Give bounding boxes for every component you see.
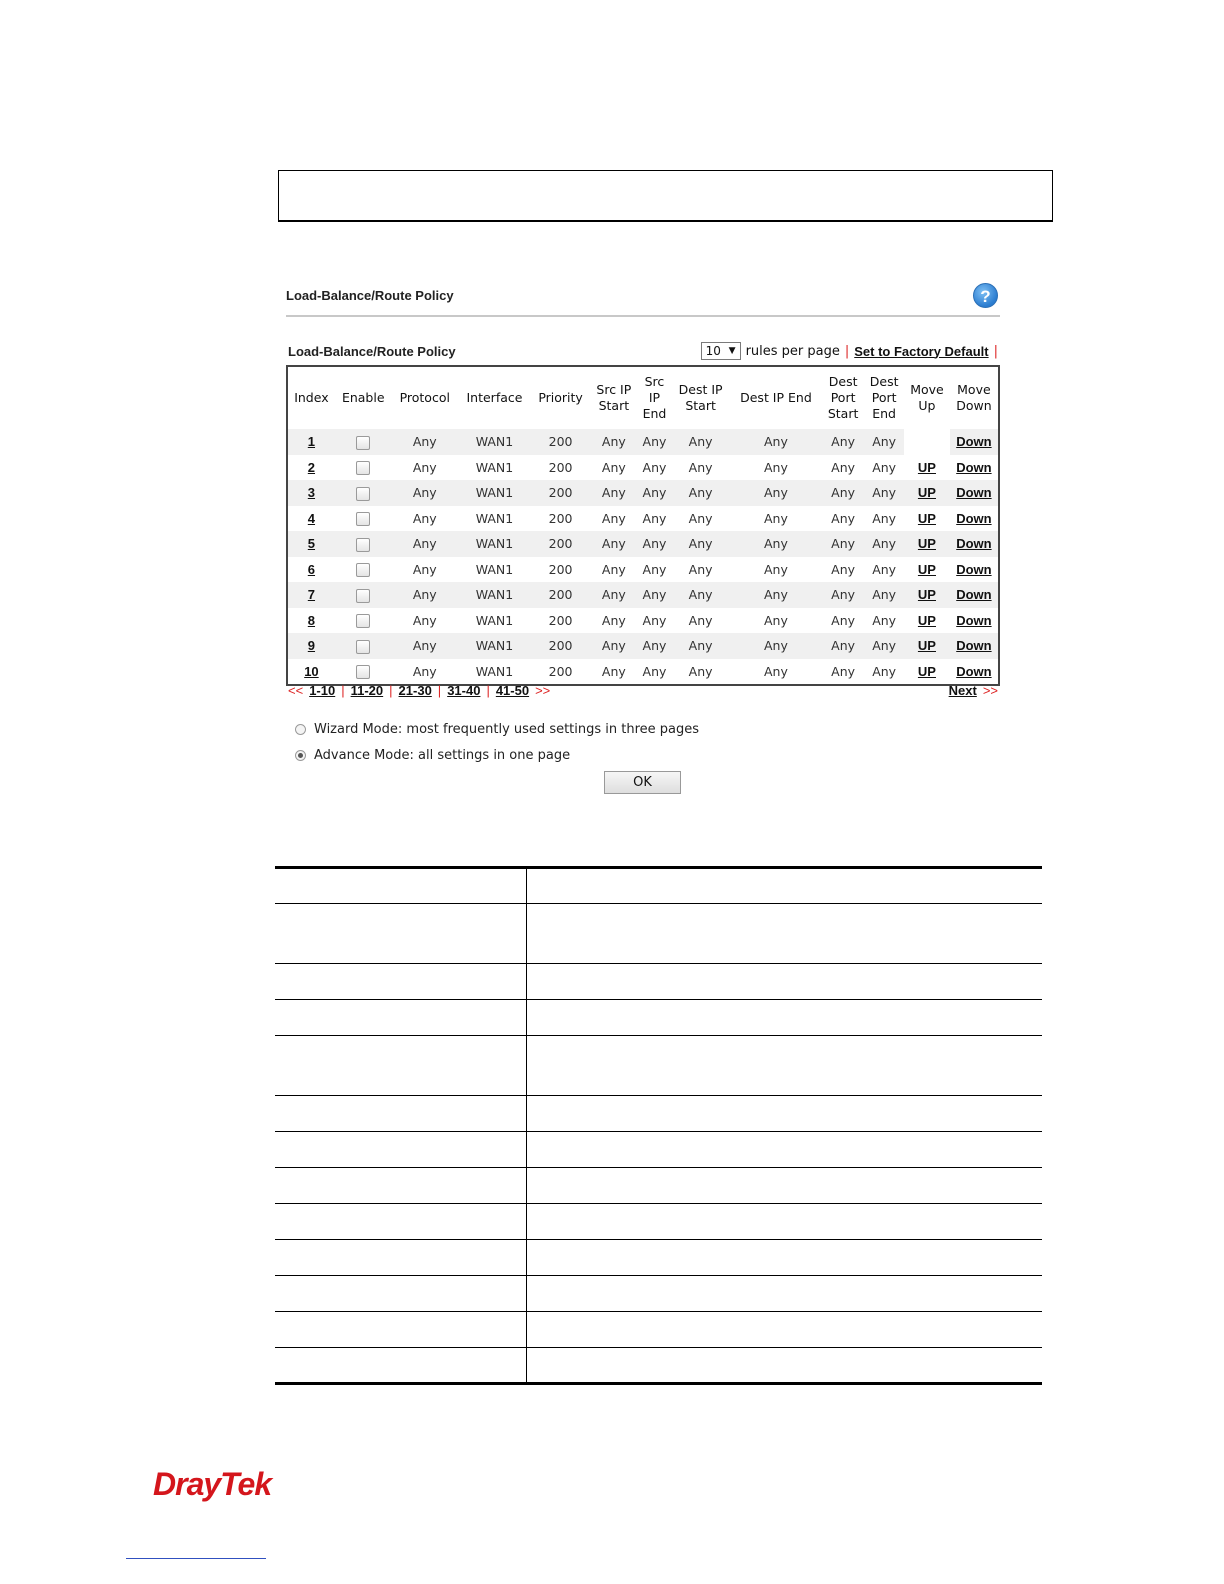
port-end-cell: Any — [864, 582, 904, 608]
move-down-cell — [950, 480, 998, 506]
column-header-line: Start — [827, 406, 859, 421]
src-start-cell: Any — [601, 561, 626, 577]
index-cell — [288, 429, 335, 455]
move-down-link[interactable]: Down — [956, 459, 992, 475]
interface-cell: WAN1 — [458, 633, 531, 659]
enable-cell — [335, 557, 392, 583]
move-up-link[interactable]: UP — [917, 561, 936, 577]
move-up-cell — [904, 455, 950, 481]
interface-cell: WAN1 — [458, 429, 531, 455]
prev-arrow: << — [288, 683, 304, 698]
protocol-cell: Any — [392, 480, 458, 506]
move-up-link[interactable]: UP — [917, 510, 936, 526]
index-link[interactable]: 1 — [307, 434, 316, 450]
desc-row — [275, 1312, 1042, 1348]
interface-cell: WAN1 — [475, 612, 514, 628]
dest-end-cell: Any — [730, 429, 822, 455]
port-start-cell: Any — [822, 480, 864, 506]
desc-row — [275, 868, 1042, 904]
desc-row — [275, 1204, 1042, 1240]
column-header-line: Interface — [466, 390, 523, 405]
column-header-line: Start — [685, 398, 716, 413]
enable-checkbox[interactable] — [356, 665, 370, 679]
table-row — [288, 429, 998, 455]
advance-mode-radio[interactable] — [295, 750, 306, 761]
note-box — [278, 170, 1053, 222]
priority-cell: 200 — [548, 663, 573, 679]
port-end-cell: Any — [872, 663, 897, 679]
index-link[interactable]: 9 — [307, 638, 316, 654]
enable-checkbox[interactable] — [356, 436, 370, 450]
move-down-cell — [950, 531, 998, 557]
desc-row — [275, 1348, 1042, 1384]
index-link[interactable]: 7 — [307, 587, 316, 603]
src-start-cell: Any — [601, 663, 626, 679]
column-header — [458, 367, 531, 429]
table-row — [288, 659, 998, 685]
index-link[interactable]: 10 — [304, 663, 319, 679]
table-header-row — [288, 367, 998, 429]
column-header-line: Index — [294, 390, 329, 405]
index-cell — [288, 633, 335, 659]
page-link[interactable]: 11-20 — [350, 683, 384, 698]
protocol-cell: Any — [392, 429, 458, 455]
column-header — [392, 367, 458, 429]
dest-start-cell: Any — [671, 633, 729, 659]
table-row — [288, 557, 998, 583]
desc-row — [275, 1168, 1042, 1204]
table-title: Load-Balance/Route Policy — [288, 344, 456, 359]
src-end-cell: Any — [642, 510, 667, 526]
table-row — [288, 455, 998, 481]
priority-cell: 200 — [548, 612, 573, 628]
index-link[interactable]: 3 — [307, 485, 316, 501]
port-end-cell: Any — [872, 459, 897, 475]
enable-cell — [335, 608, 392, 634]
move-down-cell — [950, 659, 998, 685]
port-end-cell: Any — [872, 612, 897, 628]
index-cell — [288, 659, 335, 685]
move-up-cell — [904, 659, 950, 685]
rules-per-page-select[interactable] — [701, 342, 741, 360]
dest-start-cell: Any — [671, 429, 729, 455]
table-row — [288, 506, 998, 532]
footer-link-line — [126, 1558, 266, 1559]
src-start-cell: Any — [590, 531, 637, 557]
page-link[interactable]: 21-30 — [398, 683, 432, 698]
move-up-link[interactable]: UP — [917, 638, 936, 654]
src-start-cell: Any — [601, 612, 626, 628]
column-header — [590, 367, 637, 429]
dest-end-cell: Any — [730, 480, 822, 506]
port-end-cell: Any — [864, 429, 904, 455]
column-header-line: Src IP — [596, 382, 632, 397]
dest-start-cell: Any — [671, 480, 729, 506]
port-start-cell: Any — [822, 633, 864, 659]
rules-table — [286, 365, 1000, 686]
move-up-cell — [904, 557, 950, 583]
chevron-down-icon: ▼ — [728, 346, 736, 356]
column-header-line: Dest IP End — [740, 390, 812, 405]
rules-per-page-value: 10 — [705, 344, 721, 358]
port-start-cell: Any — [822, 429, 864, 455]
index-link[interactable]: 4 — [307, 510, 316, 526]
protocol-cell: Any — [412, 663, 437, 679]
advance-mode-option[interactable] — [295, 748, 570, 763]
desc-row — [275, 964, 1042, 1000]
port-end-cell: Any — [872, 561, 897, 577]
move-up-cell — [904, 531, 950, 557]
index-link[interactable]: 8 — [307, 612, 316, 628]
move-down-cell — [950, 429, 998, 455]
index-link[interactable]: 6 — [307, 561, 316, 577]
desc-row — [275, 904, 1042, 964]
column-header-line: End — [872, 406, 896, 421]
port-end-cell: Any — [864, 633, 904, 659]
move-down-cell — [950, 557, 998, 583]
column-header-line: Down — [956, 398, 992, 413]
index-cell — [288, 455, 335, 481]
index-cell — [288, 608, 335, 634]
column-header — [638, 367, 672, 429]
interface-cell: WAN1 — [475, 459, 514, 475]
src-end-cell: Any — [638, 429, 672, 455]
interface-cell: WAN1 — [458, 582, 531, 608]
page-separator: | — [486, 683, 490, 698]
interface-cell: WAN1 — [475, 663, 514, 679]
move-down-cell — [950, 455, 998, 481]
move-up-link[interactable]: UP — [917, 485, 936, 501]
panel-header — [286, 280, 1000, 317]
interface-cell: WAN1 — [475, 561, 514, 577]
port-end-cell: Any — [872, 510, 897, 526]
column-header-line: Dest — [869, 374, 899, 389]
move-up-link[interactable]: UP — [917, 612, 936, 628]
port-start-cell: Any — [831, 459, 856, 475]
column-header-line: End — [642, 406, 667, 421]
column-header-line: Move — [957, 382, 991, 397]
enable-checkbox[interactable] — [356, 538, 370, 552]
move-down-link[interactable]: Down — [956, 536, 992, 552]
dest-start-cell: Any — [688, 510, 713, 526]
desc-row — [275, 1036, 1042, 1096]
column-header-line: Enable — [341, 390, 385, 405]
enable-cell — [335, 659, 392, 685]
dest-start-cell: Any — [688, 459, 713, 475]
table-row — [288, 633, 998, 659]
index-link[interactable]: 2 — [307, 459, 316, 475]
column-header — [288, 367, 335, 429]
separator: | — [844, 343, 850, 359]
column-header — [822, 367, 864, 429]
src-start-cell: Any — [590, 582, 637, 608]
port-start-cell: Any — [831, 510, 856, 526]
dest-start-cell: Any — [671, 582, 729, 608]
desc-row — [275, 1000, 1042, 1036]
desc-row — [275, 1276, 1042, 1312]
page-link[interactable]: 41-50 — [495, 683, 530, 698]
move-down-link[interactable]: Down — [956, 434, 992, 450]
src-start-cell: Any — [601, 510, 626, 526]
dest-start-cell: Any — [688, 612, 713, 628]
port-start-cell: Any — [831, 561, 856, 577]
move-down-cell — [950, 582, 998, 608]
move-up-cell — [904, 608, 950, 634]
protocol-cell: Any — [412, 459, 437, 475]
priority-cell: 200 — [531, 480, 590, 506]
column-header — [950, 367, 998, 429]
enable-cell — [335, 506, 392, 532]
column-header-line: Protocol — [399, 390, 450, 405]
move-up-cell — [904, 633, 950, 659]
src-end-cell: Any — [638, 582, 672, 608]
column-header-line: Move — [910, 382, 944, 397]
toolbar — [286, 342, 1000, 362]
protocol-cell: Any — [392, 633, 458, 659]
src-start-cell: Any — [590, 480, 637, 506]
pager-next — [949, 683, 998, 698]
advance-mode-label: Advance Mode: all settings in one page — [314, 748, 571, 763]
table-row — [288, 582, 998, 608]
page-link[interactable]: 31-40 — [447, 683, 481, 698]
index-cell — [288, 582, 335, 608]
move-down-link[interactable]: Down — [956, 587, 992, 603]
priority-cell: 200 — [531, 531, 590, 557]
priority-cell: 200 — [548, 459, 573, 475]
factory-default-link[interactable]: Set to Factory Default — [854, 343, 989, 359]
enable-cell — [335, 455, 392, 481]
dest-start-cell: Any — [671, 531, 729, 557]
ok-button[interactable]: OK — [604, 771, 681, 794]
pager — [286, 682, 1000, 700]
column-header-line: Port — [830, 390, 856, 405]
column-header-line: Dest — [828, 374, 858, 389]
dest-start-cell: Any — [688, 561, 713, 577]
column-header-line: Up — [918, 398, 936, 413]
column-header-line: Start — [598, 398, 630, 413]
move-down-link[interactable]: Down — [956, 561, 992, 577]
dest-end-cell: Any — [730, 582, 822, 608]
src-start-cell: Any — [590, 429, 637, 455]
src-start-cell: Any — [601, 459, 626, 475]
src-end-cell: Any — [638, 531, 672, 557]
protocol-cell: Any — [412, 561, 437, 577]
column-header — [730, 367, 822, 429]
port-start-cell: Any — [831, 612, 856, 628]
dest-end-cell: Any — [764, 663, 788, 679]
port-end-cell: Any — [864, 480, 904, 506]
column-header — [531, 367, 590, 429]
move-up-link[interactable]: UP — [917, 459, 936, 475]
move-down-link[interactable]: Down — [956, 485, 992, 501]
enable-cell — [335, 429, 392, 455]
table-row — [288, 608, 998, 634]
protocol-cell: Any — [392, 531, 458, 557]
column-header — [671, 367, 729, 429]
enable-cell — [335, 480, 392, 506]
wizard-mode-radio[interactable] — [295, 724, 306, 735]
protocol-cell: Any — [412, 612, 437, 628]
table-row — [288, 531, 998, 557]
port-start-cell: Any — [831, 663, 856, 679]
index-cell — [288, 531, 335, 557]
port-start-cell: Any — [822, 582, 864, 608]
src-end-cell: Any — [642, 663, 667, 679]
draytek-logo: DrayTek — [153, 1466, 272, 1502]
panel-title: Load-Balance/Route Policy — [286, 288, 454, 303]
dest-end-cell: Any — [764, 459, 788, 475]
column-header — [335, 367, 392, 429]
dest-end-cell: Any — [764, 561, 788, 577]
table-row — [288, 480, 998, 506]
move-up-link[interactable]: UP — [917, 536, 936, 552]
move-down-link[interactable]: Down — [956, 510, 992, 526]
move-down-cell — [950, 633, 998, 659]
next-pages-arrow: >> — [535, 683, 551, 698]
enable-checkbox[interactable] — [356, 512, 370, 526]
protocol-cell: Any — [412, 510, 437, 526]
move-down-cell — [950, 506, 998, 532]
index-cell — [288, 480, 335, 506]
enable-checkbox[interactable] — [356, 563, 370, 577]
priority-cell: 200 — [531, 429, 590, 455]
next-link[interactable]: Next — [948, 683, 977, 698]
move-down-cell — [950, 608, 998, 634]
interface-cell: WAN1 — [458, 531, 531, 557]
page-link[interactable]: 1-10 — [309, 683, 336, 698]
move-down-link[interactable]: Down — [956, 612, 992, 628]
dest-end-cell: Any — [730, 633, 822, 659]
interface-cell: WAN1 — [475, 510, 514, 526]
move-up-link[interactable]: UP — [917, 587, 936, 603]
move-up-cell — [904, 480, 950, 506]
move-up-cell — [904, 506, 950, 532]
desc-row — [275, 1240, 1042, 1276]
src-end-cell: Any — [642, 612, 667, 628]
dest-end-cell: Any — [764, 612, 788, 628]
move-up-link[interactable]: UP — [917, 663, 936, 679]
dest-end-cell: Any — [730, 531, 822, 557]
protocol-cell: Any — [392, 582, 458, 608]
priority-cell: 200 — [548, 510, 573, 526]
enable-checkbox[interactable] — [356, 589, 370, 603]
enable-checkbox[interactable] — [356, 461, 370, 475]
interface-cell: WAN1 — [458, 480, 531, 506]
src-end-cell: Any — [642, 561, 667, 577]
separator: | — [993, 343, 998, 359]
toolbar-right — [701, 342, 998, 360]
page-separator: | — [389, 683, 393, 698]
index-cell — [288, 557, 335, 583]
index-cell — [288, 506, 335, 532]
src-end-cell: Any — [638, 480, 672, 506]
enable-checkbox[interactable] — [356, 640, 370, 654]
src-end-cell: Any — [642, 459, 667, 475]
move-down-link[interactable]: Down — [956, 638, 992, 654]
wizard-mode-option[interactable] — [295, 722, 699, 737]
priority-cell: 200 — [531, 633, 590, 659]
help-icon[interactable]: ? — [973, 283, 998, 308]
column-header-line: Src — [644, 374, 665, 389]
page-separator: | — [341, 683, 345, 698]
enable-cell — [335, 531, 392, 557]
move-up-cell — [904, 582, 950, 608]
dest-start-cell: Any — [688, 663, 713, 679]
column-header-line: IP — [648, 390, 661, 405]
enable-cell — [335, 582, 392, 608]
panel — [286, 280, 1000, 317]
column-header — [904, 367, 950, 429]
column-header-line: Priority — [538, 390, 583, 405]
next-arrow: >> — [982, 683, 998, 698]
move-up-cell — [904, 429, 950, 455]
priority-cell: 200 — [548, 561, 573, 577]
dest-end-cell: Any — [764, 510, 788, 526]
desc-row — [275, 1096, 1042, 1132]
column-header-line: Port — [871, 390, 897, 405]
src-start-cell: Any — [590, 633, 637, 659]
move-down-link[interactable]: Down — [956, 663, 992, 679]
enable-checkbox[interactable] — [356, 614, 370, 628]
description-table — [275, 866, 1042, 1385]
rules-per-page-label: rules per page — [745, 343, 840, 359]
column-header-line: Dest IP — [678, 382, 723, 397]
column-header — [864, 367, 904, 429]
enable-checkbox[interactable] — [356, 487, 370, 501]
index-link[interactable]: 5 — [307, 536, 316, 552]
src-end-cell: Any — [638, 633, 672, 659]
port-start-cell: Any — [822, 531, 864, 557]
desc-row — [275, 1132, 1042, 1168]
wizard-mode-label: Wizard Mode: most frequently used settings in three pages — [314, 722, 700, 737]
priority-cell: 200 — [531, 582, 590, 608]
page-separator: | — [437, 683, 442, 698]
pager-pages — [288, 683, 550, 698]
enable-cell — [335, 633, 392, 659]
port-end-cell: Any — [864, 531, 904, 557]
